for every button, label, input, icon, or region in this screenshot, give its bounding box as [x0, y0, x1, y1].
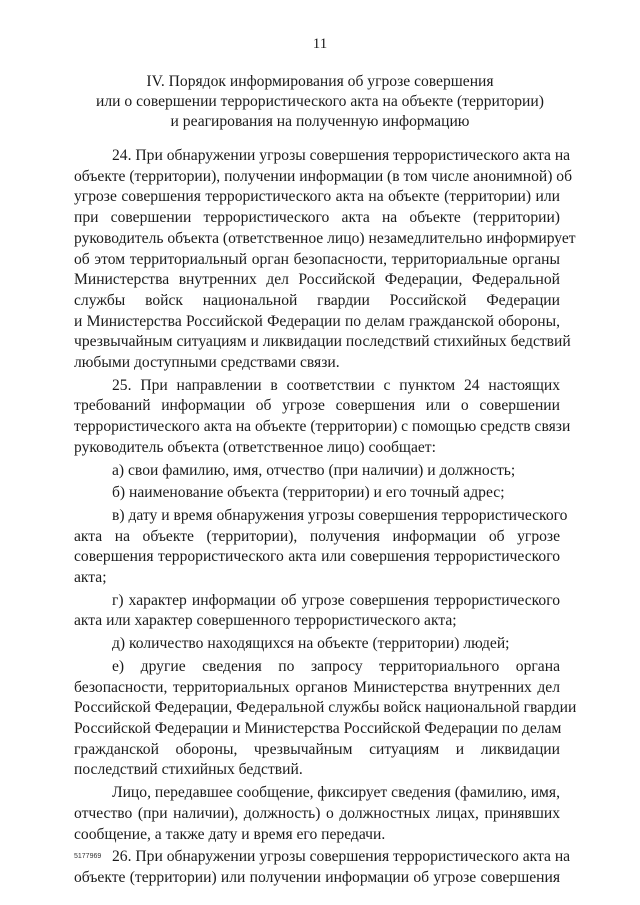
- text-line: а) свои фамилию, имя, отчество (при наличии) и должность;: [112, 461, 516, 479]
- document-body: [74, 146, 577, 889]
- section-heading: [60, 72, 580, 132]
- text-line: при совершении террористического акта на объекте (территории): [74, 209, 560, 227]
- text-line: отчество (при наличии), должность) о должностных лицах, принявших: [74, 804, 560, 822]
- text-line: угрозе совершения террористического акта на объекте (территории) или: [74, 188, 560, 206]
- text-line: гражданской обороны, чрезвычайным ситуациям и ликвидации: [74, 740, 560, 758]
- text-line: 24. При обнаружении угрозы совершения террористического акта на: [112, 147, 571, 164]
- document-code: 5177969: [74, 853, 102, 860]
- text-line: последствий стихийных бедствий.: [74, 761, 303, 779]
- text-line: г) характер информации об угрозе совершения террористического: [112, 591, 560, 609]
- text-line: безопасности, территориальных органов Министерства внутренних дел: [74, 678, 560, 696]
- paragraph: [74, 461, 560, 482]
- text-line: совершения террористического акта или совершения террористического: [74, 548, 560, 566]
- paragraph: [74, 783, 560, 845]
- text-line: 25. При направлении в соответствии с пунктом 24 настоящих: [112, 376, 560, 394]
- text-line: требований информации об угрозе совершения или о совершении: [74, 397, 560, 415]
- text-line: Лицо, передавшее сообщение, фиксирует сведения (фамилию, имя,: [112, 784, 560, 802]
- text-line: любыми доступными средствами связи.: [74, 354, 340, 372]
- text-line: руководитель объекта (ответственное лицо) незамедлительно информирует: [74, 229, 576, 247]
- paragraph: [74, 634, 560, 655]
- text-line: и Министерства Российской Федерации по делам гражданской обороны,: [74, 312, 560, 330]
- text-line: акта;: [74, 569, 107, 587]
- heading-line: и реагирования на полученную информацию: [170, 113, 470, 130]
- text-line: объекте (территории) или получении информации об угрозе совершения: [74, 868, 560, 886]
- paragraph: [74, 483, 560, 504]
- text-line: службы войск национальной гвардии Российской Федерации: [74, 291, 560, 309]
- paragraph: [74, 591, 560, 632]
- text-line: террористического акта на объекте (территории) с помощью средств связи: [74, 418, 571, 436]
- paragraph: [74, 376, 571, 459]
- text-line: е) другие сведения по запросу территориального органа: [112, 657, 560, 675]
- page-number: 11: [312, 36, 328, 52]
- heading-line: IV. Порядок информирования об угрозе совершения: [146, 73, 494, 90]
- text-line: д) количество находящихся на объекте (территории) людей;: [112, 635, 510, 653]
- text-line: б) наименование объекта (территории) и его точный адрес;: [112, 484, 505, 502]
- heading-line: или о совершении террористического акта на объекте (территории): [96, 93, 544, 110]
- text-line: Российской Федерации и Министерства Российской Федерации по делам: [74, 719, 562, 737]
- text-line: объекте (территории), получении информации (в том числе анонимной) об: [74, 167, 573, 185]
- text-line: об этом территориальный орган безопасности, территориальные органы: [74, 250, 560, 268]
- paragraph: [74, 506, 568, 589]
- text-line: Министерства внутренних дел Российской Федерации, Федеральной: [74, 271, 560, 289]
- text-line: сообщение, а также дату и время его передачи.: [74, 825, 386, 843]
- paragraph: [74, 847, 571, 888]
- text-line: акта или характер совершенного террористического акта;: [74, 612, 457, 630]
- text-line: 26. При обнаружении угрозы совершения террористического акта на: [112, 848, 571, 866]
- paragraph: [74, 146, 576, 374]
- text-line: чрезвычайным ситуациям и ликвидации последствий стихийных бедствий: [74, 333, 571, 351]
- text-line: акта на объекте (территории), получения информации об угрозе: [74, 527, 560, 545]
- text-line: руководитель объекта (ответственное лицо) сообщает:: [74, 438, 436, 456]
- text-line: в) дату и время обнаружения угрозы совершения террористического: [112, 506, 568, 524]
- text-line: Российской Федерации, Федеральной службы войск национальной гвардии: [74, 699, 577, 717]
- paragraph: [74, 657, 577, 781]
